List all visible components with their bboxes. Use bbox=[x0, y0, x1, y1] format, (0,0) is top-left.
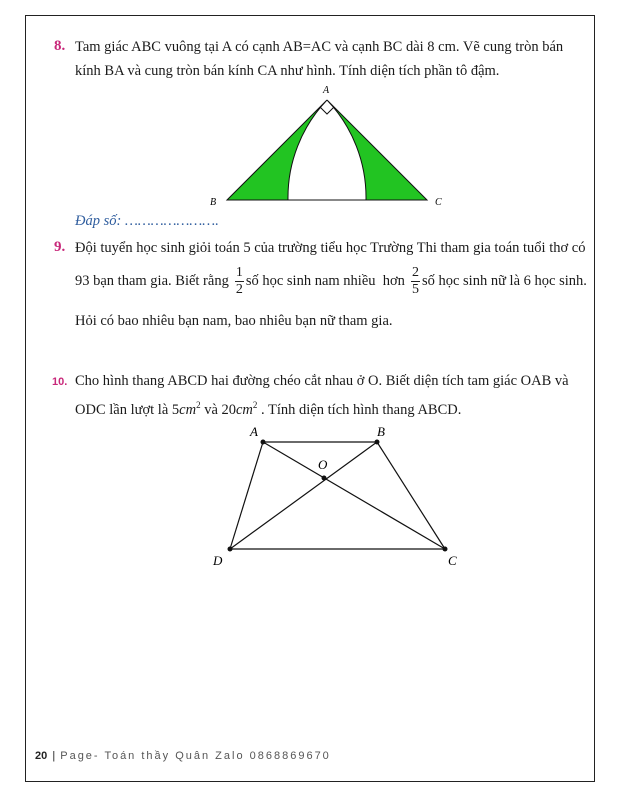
q10-label-c: C bbox=[448, 553, 457, 568]
q9-fraction-1-denominator: 2 bbox=[235, 282, 243, 297]
q9-line2-part-c: số học sinh nữ là 6 học sinh. bbox=[421, 273, 587, 290]
q8-text-line1: Tam giác ABC vuông tại A có cạnh AB=AC và cạnh BC dài 8 cm. Vẽ cung tròn bán bbox=[75, 39, 564, 55]
q9-line2-part-a: 93 bạn tham gia. Biết rằng bbox=[75, 273, 229, 290]
q10-label-o: O bbox=[318, 457, 328, 472]
q9-text-line3: Hỏi có bao nhiêu bạn nam, bao nhiêu bạn nữ tham gia. bbox=[75, 313, 393, 329]
q10-point-o bbox=[322, 476, 327, 481]
q10-label-b: B bbox=[377, 424, 385, 439]
q9-text-line2 bbox=[75, 266, 587, 297]
q10-label-a: A bbox=[250, 424, 258, 439]
q10-text-line2 bbox=[75, 401, 461, 417]
q8-figure bbox=[200, 82, 460, 212]
q10-area-oab-value: 5 bbox=[171, 401, 180, 418]
q9-fraction-2-denominator: 5 bbox=[411, 282, 419, 297]
q8-right-shaded-region bbox=[327, 100, 427, 200]
q10-area-odc-exponent: 2 bbox=[252, 400, 258, 410]
q10-point-c bbox=[443, 547, 448, 552]
q9-line2-part-b: số học sinh nam nhiều hơn bbox=[245, 273, 405, 290]
q8-number: 8. bbox=[54, 38, 66, 54]
q10-line2-end: . Tính diện tích hình thang ABCD. bbox=[261, 401, 462, 418]
q10-number: 10. bbox=[52, 376, 68, 388]
q9-fraction-1 bbox=[235, 266, 244, 297]
q10-side-da bbox=[230, 442, 263, 549]
q10-area-odc-unit: cm bbox=[236, 401, 253, 418]
q9-fraction-2-numerator: 2 bbox=[411, 265, 419, 280]
q10-point-a bbox=[261, 440, 266, 445]
q10-trapezoid-figure bbox=[205, 420, 465, 575]
q8-right-angle-mark bbox=[320, 107, 334, 114]
q8-label-c: C bbox=[435, 197, 442, 208]
q9-number: 9. bbox=[54, 239, 66, 255]
q10-area-odc bbox=[222, 402, 258, 418]
q9-fraction-2 bbox=[411, 266, 420, 297]
q10-text-line1: Cho hình thang ABCD hai đường chéo cắt nhau ở O. Biết diện tích tam giác OAB và bbox=[75, 373, 569, 389]
q8-label-a: A bbox=[323, 85, 330, 96]
q8-text-line2: kính BA và cung tròn bán kính CA như hình. Tính diện tích phần tô đậm. bbox=[75, 63, 500, 79]
q8-left-shaded-region bbox=[227, 100, 327, 200]
q10-area-odc-value: 20 bbox=[221, 401, 236, 418]
q10-area-oab-unit: cm bbox=[179, 401, 197, 418]
q10-line2-mid: và bbox=[204, 401, 218, 418]
q9-fraction-1-numerator: 1 bbox=[235, 265, 243, 280]
q8-label-b: B bbox=[210, 197, 217, 208]
q10-label-d: D bbox=[213, 553, 223, 568]
q10-area-oab bbox=[172, 402, 201, 418]
footer-separator: | bbox=[52, 750, 56, 762]
q10-area-oab-exponent: 2 bbox=[196, 400, 201, 410]
q9-text-line1: Đội tuyển học sinh giỏi toán 5 của trường tiểu học Trường Thi tham gia toán tuổi thơ có bbox=[75, 240, 586, 256]
q10-point-d bbox=[228, 547, 233, 552]
footer-text: Page- Toán thầy Quân Zalo 0868869670 bbox=[60, 750, 331, 762]
q10-point-b bbox=[375, 440, 380, 445]
page-number: 20 bbox=[35, 750, 48, 762]
page-footer bbox=[35, 750, 331, 762]
q8-answer: Đáp số: …………………. bbox=[75, 213, 219, 229]
q10-line2-part-a: ODC lần lượt là bbox=[75, 401, 169, 418]
q10-side-bc bbox=[377, 442, 445, 549]
